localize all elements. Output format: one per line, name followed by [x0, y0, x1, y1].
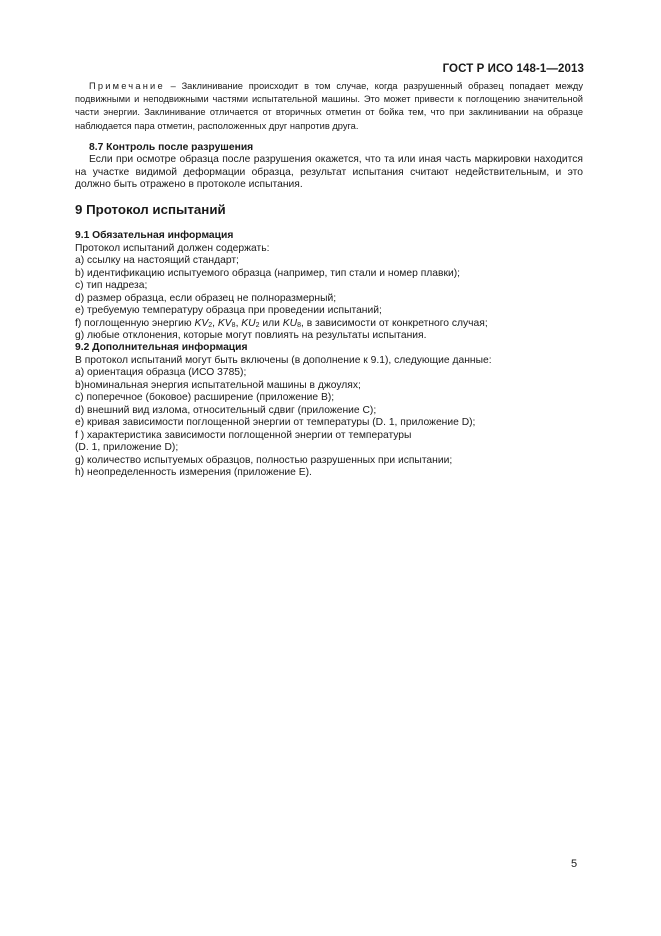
list-item: c) тип надреза;: [75, 280, 148, 292]
section-9-1-title: 9.1 Обязательная информация: [75, 230, 234, 242]
list-item: а) ориентация образца (ИСО 3785);: [75, 367, 247, 379]
subscript: 2: [208, 321, 213, 329]
kv-symbol: KV: [194, 317, 209, 329]
ku-symbol: KU: [241, 317, 256, 329]
list-item: d) внешний вид излома, относительный сдвиг (приложение C);: [75, 404, 377, 416]
list-item: g) любые отклонения, которые могут повлиять на результаты испытания.: [75, 330, 427, 342]
list-item-f: [75, 318, 583, 330]
item-f-prefix: f) поглощенную энергию: [75, 317, 195, 329]
list-item: h) неопределенность измерения (приложение E).: [75, 466, 312, 478]
ku-symbol: KU: [282, 317, 298, 329]
section-8-7-text: Если при осмотре образца после разрушения окажется, что та или иная часть маркировки находится на участке видимой деформации образца, результат испытания считают недействительным, и это должно быть отражено в протоколе испытания.: [75, 154, 583, 191]
note-paragraph: [75, 80, 583, 133]
item-f-suffix: , в зависимости от конкретного случая;: [300, 317, 488, 329]
list-item: f ) характеристика зависимости поглощенной энергии от температуры: [75, 429, 412, 441]
separator: ,: [212, 317, 218, 329]
section-9-title: 9 Протокол испытаний: [75, 202, 226, 218]
page-number: 5: [571, 858, 578, 870]
subscript: 2: [255, 321, 260, 329]
or-text: или: [259, 317, 283, 329]
section-9-1-intro: Протокол испытаний должен содержать:: [75, 242, 270, 254]
list-item: e) кривая зависимости поглощенной энергии от температуры (D. 1, приложение D);: [75, 417, 476, 429]
list-item: а) ссылку на настоящий стандарт;: [75, 255, 239, 267]
section-8-7-title: 8.7 Контроль после разрушения: [89, 141, 254, 153]
section-9-2-title: 9.2 Дополнительная информация: [75, 342, 248, 354]
list-item: b)номинальная энергия испытательной машины в джоулях;: [75, 379, 361, 391]
page-content: [75, 80, 583, 479]
subscript: 8: [231, 321, 236, 329]
list-item: c) поперечное (боковое) расширение (приложение B);: [75, 392, 335, 404]
list-item: (D. 1, приложение D);: [75, 442, 179, 454]
section-9-2-intro: В протокол испытаний могут быть включены (в дополнение к 9.1), следующие данные:: [75, 354, 492, 366]
separator: ,: [235, 317, 242, 329]
note-label: Примечание: [89, 81, 165, 91]
subscript: 8: [297, 321, 301, 329]
list-item: e) требуемую температуру образца при проведении испытаний;: [75, 305, 382, 317]
list-item: d) размер образца, если образец не полноразмерный;: [75, 292, 337, 304]
kv-symbol: KV: [217, 317, 232, 329]
document-code: ГОСТ Р ИСО 148-1—2013: [442, 63, 584, 75]
note-text: – Заклинивание происходит в том случае, когда разрушенный образец попадает между подвижными и неподвижными частями испытательной машины. Это может привести к поглощению значительной части энергии. Заклинивание отличается от вторичных отметин от бойка тем, что при заклинивании на образце наблюдается пара отметин, расположенных друг напротив друга.: [75, 81, 583, 131]
list-item: g) количество испытуемых образцов, полностью разрушенных при испытании;: [75, 454, 453, 466]
list-item: b) идентификацию испытуемого образца (например, тип стали и номер плавки);: [75, 267, 461, 279]
